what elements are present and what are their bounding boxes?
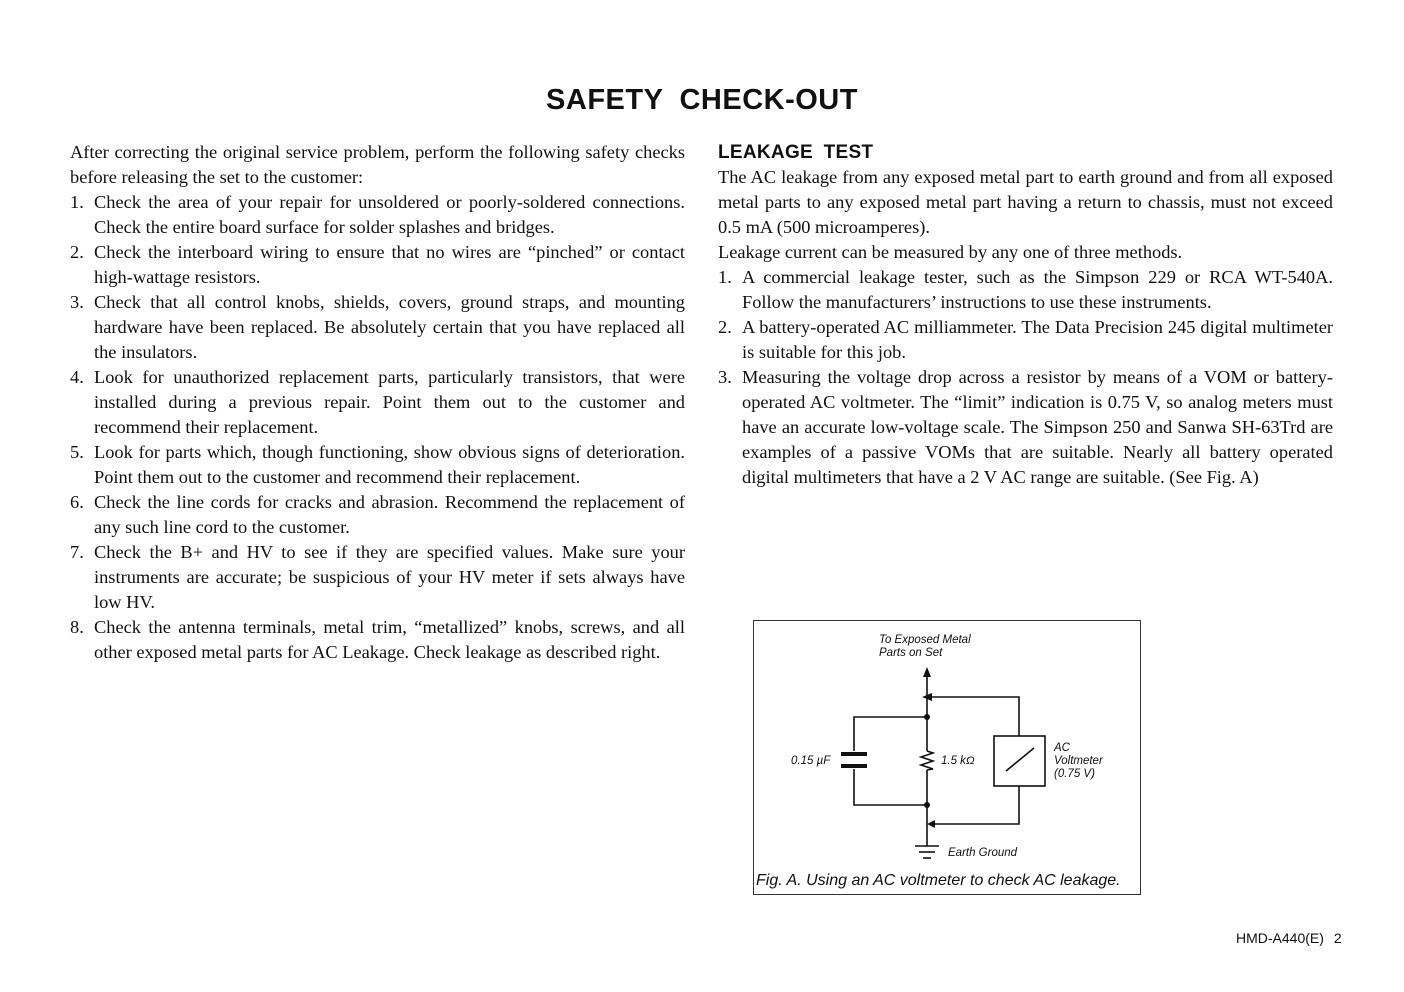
arrow-up-icon: [923, 667, 931, 677]
list-item: [718, 365, 1333, 490]
item-text: Check the antenna terminals, metal trim, “metallized” knobs, screws, and all other exposed metal parts for AC Leakage. Check leakage as described right.: [94, 617, 685, 662]
item-number: 2.: [718, 317, 732, 337]
voltmeter-box: [994, 736, 1045, 786]
junction-dot-bottom: [924, 802, 930, 808]
voltmeter-label-line1: AC: [1054, 742, 1070, 754]
safety-checks-column: [70, 140, 685, 665]
wire-meter-bottom: [932, 786, 1019, 824]
junction-dot-top: [924, 714, 930, 720]
capacitor-plate-bottom: [841, 764, 867, 768]
item-text: A commercial leakage tester, such as the Simpson 229 or RCA WT-540A. Follow the manufacturers’ instructions to use these instruments.: [742, 267, 1333, 312]
item-text: Check the B+ and HV to see if they are specified values. Make sure your instruments are accurate; be suspicious of your HV meter if sets always have low HV.: [94, 542, 685, 612]
voltmeter-label: [1054, 742, 1103, 781]
list-item: [70, 365, 685, 440]
wire-cap-top: [854, 717, 927, 751]
figure-caption: Fig. A. Using an AC voltmeter to check AC leakage.: [756, 872, 1121, 889]
page-number: 2: [1333, 930, 1342, 946]
leakage-limit-paragraph: The AC leakage from any exposed metal part to earth ground and from all exposed metal parts to any exposed metal part having a return to chassis, must not exceed 0.5 mA (500 microamperes).: [718, 167, 1333, 237]
capacitor-plate-top: [841, 752, 867, 756]
item-number: 6.: [70, 492, 84, 512]
earth-ground-label: Earth Ground: [948, 847, 1018, 859]
resistor-label: 1.5 kΩ: [941, 755, 975, 767]
list-item: [70, 615, 685, 665]
safety-checklist: [70, 190, 685, 665]
item-number: 5.: [70, 442, 84, 462]
item-number: 8.: [70, 617, 84, 637]
exposed-metal-label-line1: To Exposed Metal: [879, 634, 971, 646]
page-footer: [1236, 930, 1342, 946]
list-item: [70, 440, 685, 490]
item-text: A battery-operated AC milliammeter. The Data Precision 245 digital multimeter is suitable for this job.: [742, 317, 1333, 362]
item-text: Measuring the voltage drop across a resistor by means of a VOM or battery-operated AC voltmeter. The “limit” indication is 0.75 V, so analog meters must have an accurate low-voltage scale. The Simpson 250 and Sanwa SH-63Trd are examples of a passive VOMs that are suitable. Nearly all battery operated digital multimeters that have a 2 V AC range are suitable. (See Fig. A): [742, 367, 1333, 487]
item-text: Check the line cords for cracks and abrasion. Recommend the replacement of any such line cord to the customer.: [94, 492, 685, 537]
list-item: [70, 190, 685, 240]
exposed-metal-label-line2: Parts on Set: [879, 647, 943, 659]
leakage-test-column: [718, 140, 1333, 490]
model-number: HMD-A440(E): [1236, 930, 1324, 946]
resistor-symbol: [921, 751, 933, 770]
item-number: 3.: [70, 292, 84, 312]
capacitor-label: 0.15 µF: [791, 755, 831, 767]
list-item: [70, 290, 685, 365]
item-number: 2.: [70, 242, 84, 262]
list-item: [70, 240, 685, 290]
methods-list: [718, 265, 1333, 490]
wire-meter-top: [927, 697, 1019, 736]
arrow-left-icon-bottom: [927, 820, 935, 828]
item-text: Look for unauthorized replacement parts, particularly transistors, that were installed during a previous repair. Point them out to the customer and recommend their replacement.: [94, 367, 685, 437]
wire-cap-bottom: [854, 769, 927, 805]
item-text: Check the area of your repair for unsoldered or poorly-soldered connections. Check the entire board surface for solder splashes and bridges.: [94, 192, 685, 237]
intro-paragraph: After correcting the original service problem, perform the following safety checks before releasing the set to the customer:: [70, 142, 685, 187]
item-number: 4.: [70, 367, 84, 387]
leakage-test-heading: LEAKAGE TEST: [718, 142, 874, 163]
item-number: 3.: [718, 367, 732, 387]
list-item: [718, 265, 1333, 315]
item-text: Check that all control knobs, shields, covers, ground straps, and mounting hardware have been replaced. Be absolutely certain that you have replaced all the insulators.: [94, 292, 685, 362]
exposed-metal-label: [879, 634, 971, 660]
item-text: Look for parts which, though functioning, show obvious signs of deterioration. Point them out to the customer and recommend their replacement.: [94, 442, 685, 487]
voltmeter-label-line2: Voltmeter: [1054, 755, 1103, 767]
figure-a: [753, 620, 1141, 895]
item-number: 7.: [70, 542, 84, 562]
list-item: [718, 315, 1333, 365]
methods-intro: Leakage current can be measured by any one of three methods.: [718, 242, 1183, 262]
voltmeter-label-line3: (0.75 V): [1054, 768, 1095, 780]
page-title: SAFETY CHECK-OUT: [546, 84, 858, 116]
list-item: [70, 490, 685, 540]
item-text: Check the interboard wiring to ensure that no wires are “pinched” or contact high-wattage resistors.: [94, 242, 685, 287]
item-number: 1.: [70, 192, 84, 212]
list-item: [70, 540, 685, 615]
voltmeter-needle: [1006, 748, 1034, 771]
item-number: 1.: [718, 267, 732, 287]
